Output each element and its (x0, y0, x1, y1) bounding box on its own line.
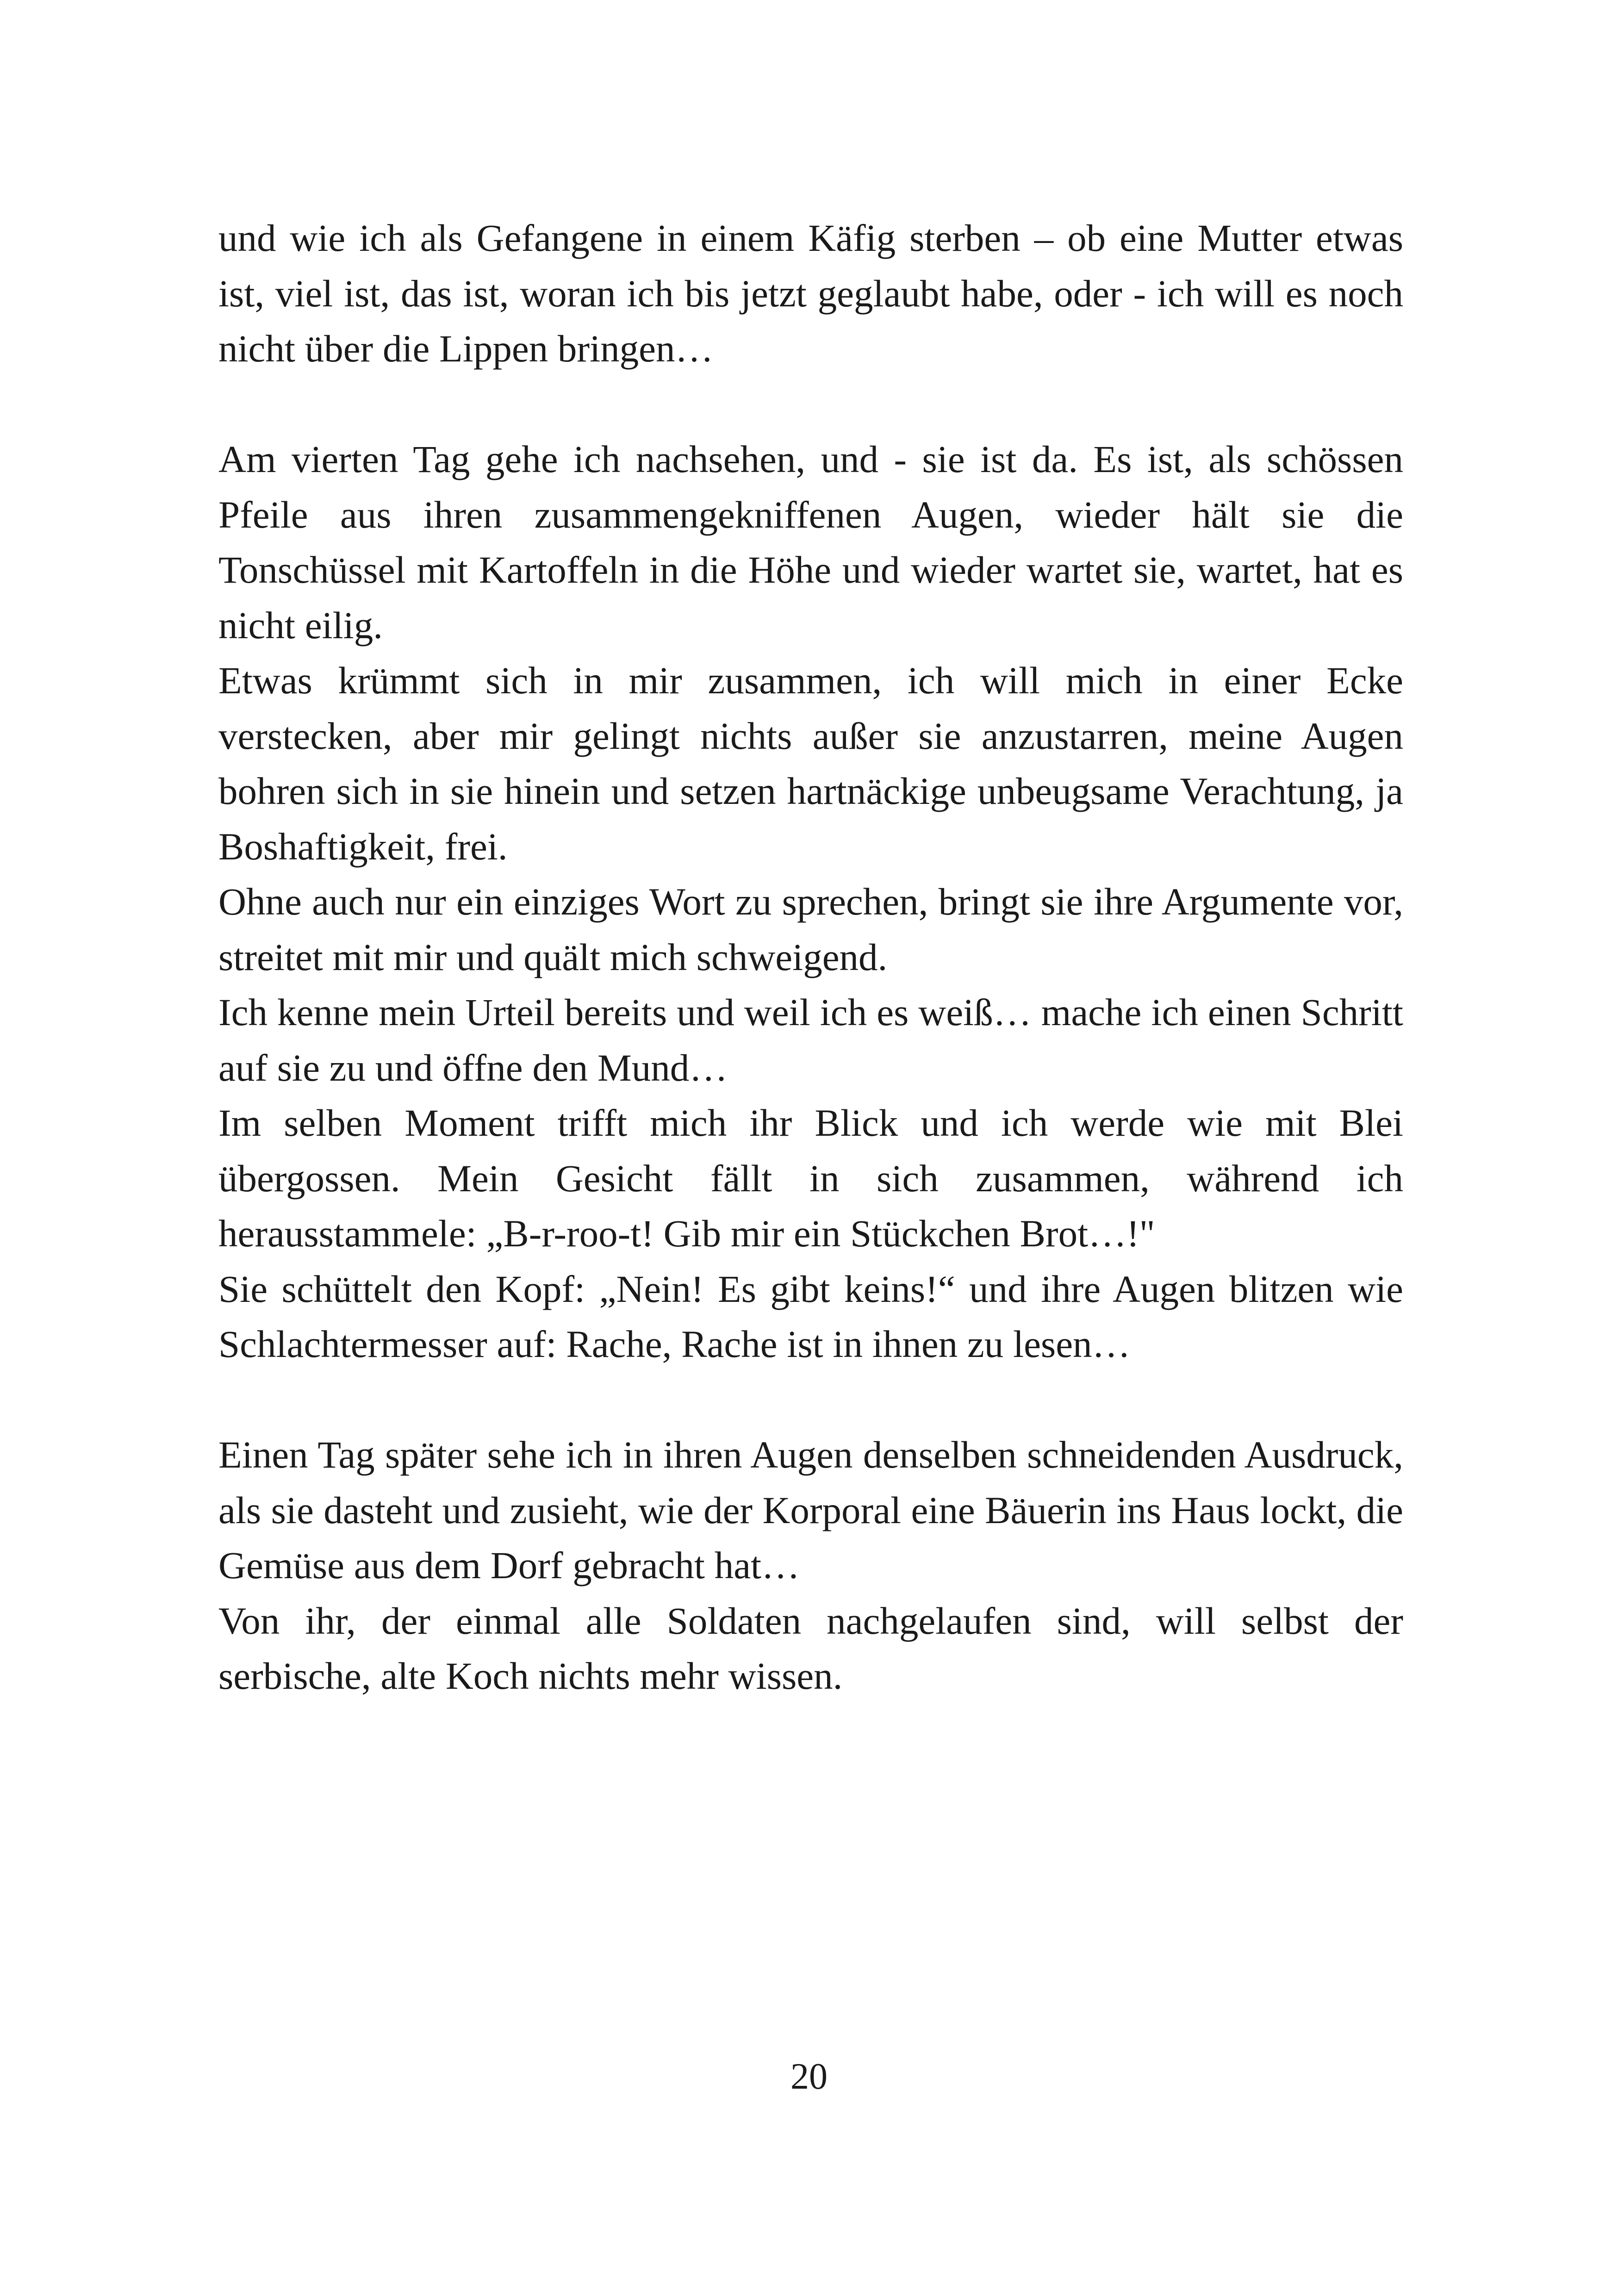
paragraph-1: und wie ich als Gefangene in einem Käfig sterben – ob eine Mutter etwas ist, viel ist, das ist, woran ich bis jetzt geglaubt habe, oder - ich will es noch nicht über die Lippen bringen… (218, 217, 1403, 370)
paragraph-3: Etwas krümmt sich in mir zusammen, ich will mich in einer Ecke verstecken, aber mir gelingt nichts außer sie anzustarren, meine Augen bohren sich in sie hinein und setzen hartnäckige unbeugsame Verachtung, ja Boshaftigkeit, frei. (218, 659, 1403, 868)
page-number: 20 (790, 2056, 828, 2097)
paragraph-6: Im selben Moment trifft mich ihr Blick und ich werde wie mit Blei übergossen. Mein Gesicht fällt in sich zusammen, während ich herausstammele: „B-r-roo-t! Gib mir ein Stückchen Brot…!" (218, 1101, 1403, 1255)
paragraph-5: Ich kenne mein Urteil bereits und weil ich es weiß… mache ich einen Schritt auf sie zu und öffne den Mund… (218, 991, 1403, 1089)
paragraph-2: Am vierten Tag gehe ich nachsehen, und - sie ist da. Es ist, als schössen Pfeile aus ihren zusammengekniffenen Augen, wieder hält sie die Tonschüssel mit Kartoffeln in die Höhe und wieder wartet sie, wartet, hat es nicht eilig. (218, 438, 1403, 647)
paragraph-8: Einen Tag später sehe ich in ihren Augen denselben schneidenden Ausdruck, als sie dasteht und zusieht, wie der Korporal eine Bäuerin ins Haus lockt, die Gemüse aus dem Dorf gebracht hat… (218, 1433, 1403, 1587)
body-text (218, 211, 1403, 1704)
paragraph-4: Ohne auch nur ein einziges Wort zu sprechen, bringt sie ihre Argumente vor, streitet mit mir und quält mich schweigend. (218, 880, 1403, 978)
paragraph-7: Sie schüttelt den Kopf: „Nein! Es gibt keins!“ und ihre Augen blitzen wie Schlachtermesser auf: Rache, Rache ist in ihnen zu lesen… (218, 1267, 1403, 1365)
paragraph-9: Von ihr, der einmal alle Soldaten nachgelaufen sind, will selbst der serbische, alte Koch nichts mehr wissen. (218, 1599, 1403, 1697)
